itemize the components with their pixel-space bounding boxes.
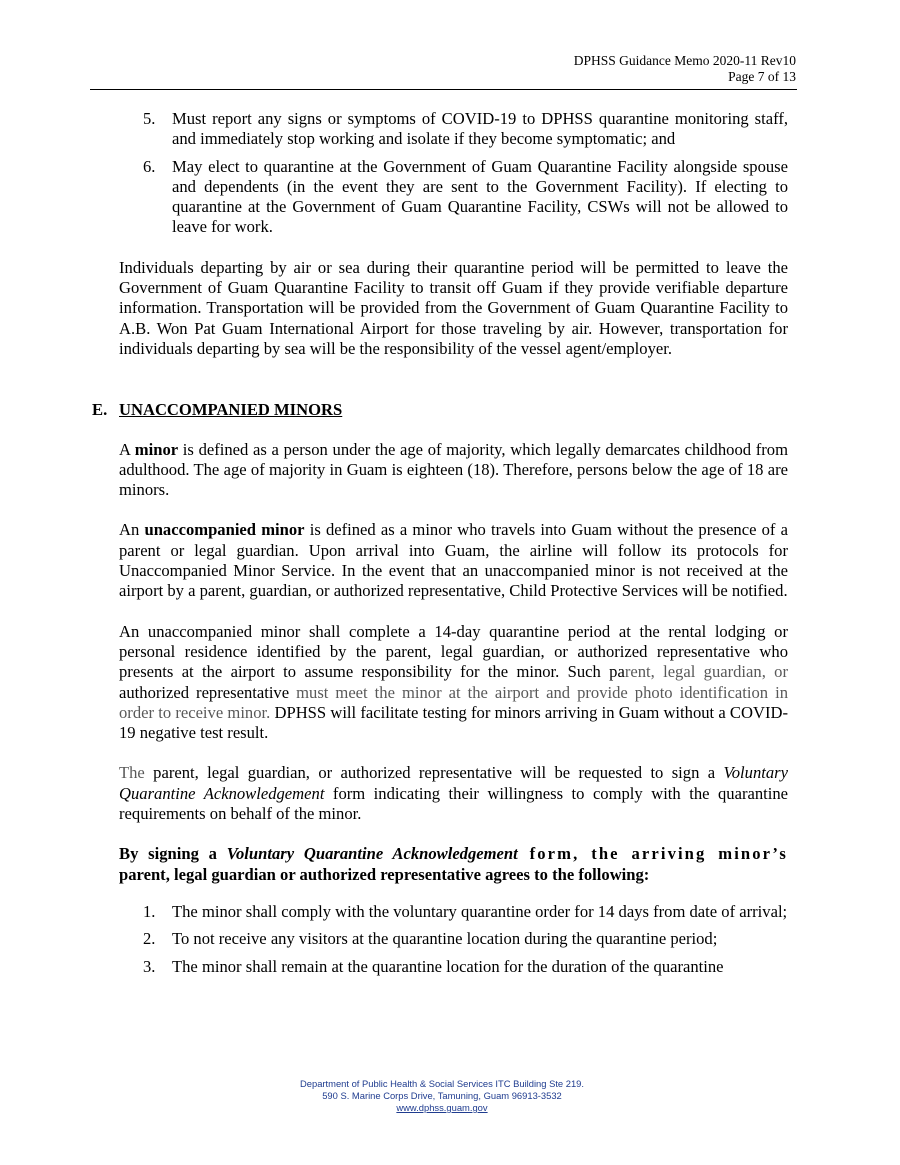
text-run: An (119, 520, 145, 540)
list-item (119, 902, 788, 922)
list-number: 1. (143, 901, 156, 921)
page-number: Page 7 of 13 (728, 69, 796, 84)
header-divider (90, 89, 797, 90)
text-run: DPHSS will facilitate testing for minors arriving in Guam without a COVID-19 negative test result. (119, 702, 788, 743)
signing-heading (119, 844, 788, 885)
defined-term: minor (134, 439, 179, 459)
text-run: authorized representative (119, 682, 290, 702)
departing-paragraph: Individuals departing by air or sea during their quarantine period will be permitted to leave the Government of Guam Quarantine Facility to transit off Guam if they provide verifiable departure information. Transportation will be provided from the Government of Guam Quarantine Facility to A.B. Won Pat Guam International Airport for those traveling by air. However, transportation for individuals departing by sea will be the responsibility of the vessel agent/employer. (119, 257, 788, 358)
list-number: 6. (143, 156, 156, 176)
list-item (119, 109, 788, 150)
text-run: form, the arriving minor’s (517, 844, 788, 864)
form-name: Voluntary Quarantine Acknowledgement (119, 763, 788, 803)
text-run: form indicating their willingness to comply with the quarantine requirements on behalf of the minor. (119, 783, 789, 824)
text-run: The (119, 763, 145, 783)
page-header (574, 53, 796, 85)
text-run: is defined as a person under the age of majority, which legally demarcates childhood from adulthood. The age of majority in Guam is eighteen (18). Therefore, persons below the age of 18 are minors. (119, 439, 788, 500)
text-run: An unaccompanied minor shall complete a 14-day quarantine period at the rental lodging or personal residence identified by the parent, legal guardian, or authorized representative who presents at the airport to assume responsibility for the minor. Such pa (119, 621, 788, 682)
page-footer (0, 1078, 884, 1114)
defined-term: unaccompanied minor (144, 520, 305, 540)
footer-address-line-1: Department of Public Health & Social Services ITC Building Ste 219. (300, 1078, 584, 1089)
minor-definition (119, 440, 788, 501)
form-name: Voluntary Quarantine Acknowledgement (226, 844, 518, 864)
list-text: To not receive any visitors at the quarantine location during the quarantine period; (172, 929, 718, 949)
document-body (92, 109, 789, 984)
list-item (119, 957, 788, 977)
acknowledgement-paragraph (119, 763, 788, 824)
website-link[interactable]: www.dphss.guam.gov (396, 1102, 488, 1113)
list-number: 2. (143, 929, 156, 949)
list-text: Must report any signs or symptoms of COVID-19 to DPHSS quarantine monitoring staff, and immediately stop working and isolate if they become symptomatic; and (172, 109, 788, 149)
memo-title: DPHSS Guidance Memo 2020-11 Rev10 (573, 53, 796, 68)
list-number: 5. (143, 109, 156, 128)
section-heading (92, 400, 788, 420)
footer-address-line-2: 590 S. Marine Corps Drive, Tamuning, Guam 96913-3532 (322, 1090, 562, 1101)
list-text: May elect to quarantine at the Government of Guam Quarantine Facility alongside spouse and dependents (in the event they are sent to the Government Facility). If electing to quarantine at the Government of Guam Quarantine Facility, CSWs will not be allowed to leave for work. (172, 156, 788, 237)
text-run: parent, legal guardian, or authorized representative will be requested to sign a (144, 763, 724, 783)
text-run: parent, legal guardian or authorized representative agrees to the following: (119, 864, 650, 884)
text-run: By signing a (119, 844, 227, 864)
section-letter: E. (92, 400, 108, 420)
quarantine-paragraph (119, 622, 788, 744)
unaccompanied-definition (119, 520, 788, 601)
text-run: rent, legal guardian, or (624, 662, 788, 682)
section-title: UNACCOMPANIED MINORS (119, 400, 343, 420)
text-run: is defined as a minor who travels into Guam without the presence of a parent or legal guardian. Upon arrival into Guam, the airline will follow its protocols for Unaccompanied Minor Service. In the event that an unaccompanied minor is not received at the airport by a parent, guardian, or authorized representative, Child Protective Services will be notified. (119, 520, 788, 601)
list-item (119, 157, 788, 238)
text-run: A (119, 439, 135, 459)
text-run: must meet the minor at the airport and provide photo identification in order to receive minor. (119, 682, 789, 722)
list-text: The minor shall remain at the quarantine location for the duration of the quarantine (172, 956, 724, 976)
list-text: The minor shall comply with the voluntary quarantine order for 14 days from date of arrival; (172, 901, 788, 921)
list-item (119, 929, 788, 949)
list-number: 3. (143, 956, 156, 976)
